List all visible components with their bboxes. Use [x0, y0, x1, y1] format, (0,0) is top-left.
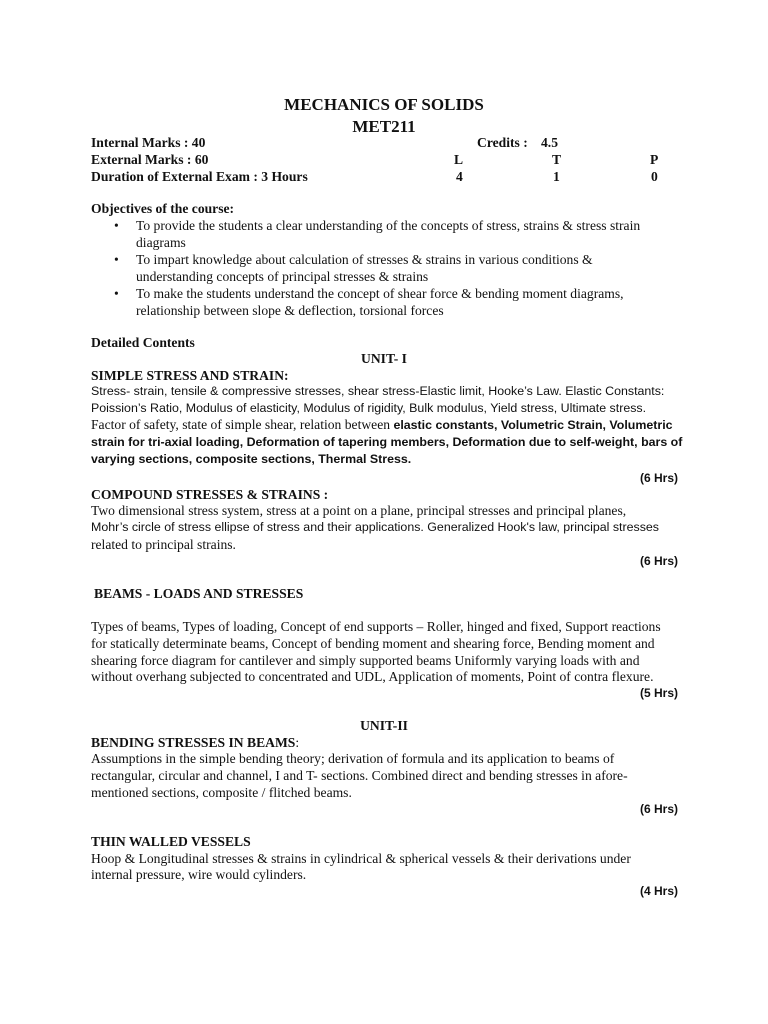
- section-text-line: related to principal strains.: [91, 537, 236, 552]
- section-title-simple-stress: SIMPLE STRESS AND STRAIN:: [91, 368, 289, 383]
- ltp-header-t: T: [552, 152, 562, 167]
- ltp-value-l: 4: [456, 169, 463, 184]
- hours-label: (6 Hrs): [639, 554, 678, 568]
- section-text-line: Stress- strain, tensile & compressive stresses, shear stress-Elastic limit, Hooke’s Law. Elastic Constants:: [91, 384, 665, 398]
- hours-label: (4 Hrs): [639, 884, 678, 898]
- section-text-line: varying sections, composite sections, Thermal Stress.: [91, 452, 412, 466]
- section-text-line: mentioned sections, composite / flitched beams.: [91, 785, 352, 800]
- section-title-colon: :: [295, 735, 300, 750]
- objectives-list: [91, 217, 678, 319]
- section-title-text: BENDING STRESSES IN BEAMS: [91, 735, 296, 750]
- ltp-value-p: 0: [651, 169, 658, 184]
- section-text-line: internal pressure, wire would cylinders.: [91, 867, 307, 882]
- section-text-line: shearing force diagram for cantilever and simply supported beams Uniformly varying loads with and: [91, 653, 640, 668]
- section-title-thin-walled: THIN WALLED VESSELS: [91, 834, 251, 849]
- section-text-line: [91, 416, 673, 434]
- section-title-bending: [91, 734, 299, 751]
- objective-line: understanding concepts of principal stresses & strains: [136, 269, 429, 284]
- section-text-line: without overhang subjected to concentrated and UDL, Application of moments, Point of contra flexure.: [91, 669, 654, 684]
- section-text-line: Poission’s Ratio, Modulus of elasticity, Modulus of rigidity, Bulk modulus, Yield stress, Ultimate stress.: [91, 401, 647, 415]
- course-code: MET211: [352, 117, 416, 136]
- section-title-beams: BEAMS - LOADS AND STRESSES: [94, 586, 304, 601]
- objective-item: [91, 217, 678, 251]
- external-marks: External Marks : 60: [91, 152, 209, 167]
- internal-marks: Internal Marks : 40: [91, 135, 206, 150]
- section-text-line: Two dimensional stress system, stress at a point on a plane, principal stresses and principal planes,: [91, 503, 627, 518]
- objective-line: To provide the students a clear understanding of the concepts of stress, strains & stress strain: [136, 218, 641, 233]
- detailed-contents-heading: Detailed Contents: [91, 335, 195, 350]
- section-text-line: rectangular, circular and channel, I and T- sections. Combined direct and bending stresses in afore-: [91, 768, 628, 783]
- ltp-header-l: L: [454, 152, 464, 167]
- hours-label: (5 Hrs): [639, 686, 678, 700]
- objective-line: relationship between slope & deflection, torsional forces: [136, 303, 444, 318]
- bullet-icon: •: [114, 252, 119, 267]
- section-text-line: Assumptions in the simple bending theory; derivation of formula and its application to beams of: [91, 751, 615, 766]
- unit-2-heading: UNIT-II: [360, 718, 408, 733]
- ltp-value-t: 1: [553, 169, 560, 184]
- objective-line: To impart knowledge about calculation of stresses & strains in various conditions &: [136, 252, 593, 267]
- section-text-line: Types of beams, Types of loading, Concept of end supports – Roller, hinged and fixed, Support reactions: [91, 619, 661, 634]
- bullet-icon: •: [114, 286, 119, 301]
- objective-item: [91, 285, 678, 319]
- section-text-line: Mohr’s circle of stress ellipse of stress and their applications. Generalized Hook's law, principal stresses: [91, 520, 659, 534]
- objectives-heading: Objectives of the course:: [91, 201, 235, 216]
- section-title-compound: COMPOUND STRESSES & STRAINS :: [91, 487, 329, 502]
- ltp-header-p: P: [650, 152, 659, 167]
- objective-line: diagrams: [136, 235, 186, 250]
- hours-label: (6 Hrs): [639, 802, 678, 816]
- credits-label: Credits :: [477, 135, 528, 150]
- section-text-run: Factor of safety, state of simple shear, relation between: [91, 417, 394, 432]
- unit-1-heading: UNIT- I: [361, 351, 407, 366]
- section-text-line: for statically determinate beams, Concept of bending moment and shearing force, Bending moment and: [91, 636, 655, 651]
- course-title: MECHANICS OF SOLIDS: [284, 95, 484, 114]
- exam-duration: Duration of External Exam : 3 Hours: [91, 169, 308, 184]
- credits-value: 4.5: [541, 135, 558, 150]
- bullet-icon: •: [114, 218, 119, 233]
- hours-label: (6 Hrs): [639, 471, 678, 485]
- section-text-line: strain for tri-axial loading, Deformation of tapering members, Deformation due to self-weight, bars of: [91, 435, 683, 449]
- objective-line: To make the students understand the concept of shear force & bending moment diagrams,: [136, 286, 624, 301]
- objective-item: [91, 251, 678, 285]
- section-text-run: elastic constants, Volumetric Strain, Volumetric: [393, 418, 673, 432]
- section-text-line: Hoop & Longitudinal stresses & strains in cylindrical & spherical vessels & their derivations under: [91, 851, 631, 866]
